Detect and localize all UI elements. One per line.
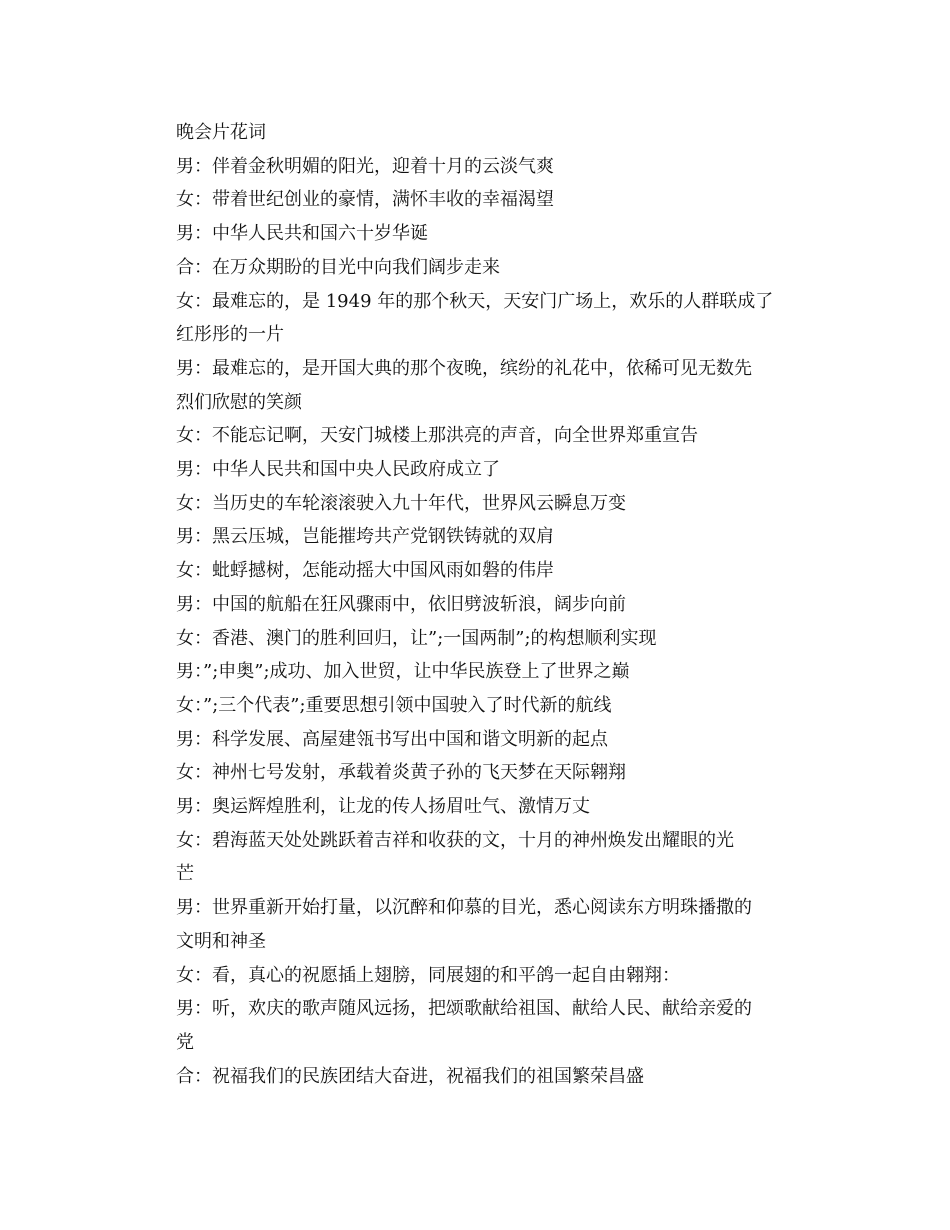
- text-line: 男：听，欢庆的歌声随风远扬，把颂歌献给祖国、献给人民、献给亲爱的: [176, 998, 752, 1020]
- document-body: [176, 116, 786, 1093]
- document-title: 晚会片花词: [176, 122, 266, 143]
- text-line: 男：中国的航船在狂风骤雨中，依旧劈波斩浪，阔步向前: [176, 593, 626, 615]
- text-line: 男：中华人民共和国六十岁华诞: [176, 223, 428, 245]
- text-line: 女：神州七号发射，承载着炎黄子孙的飞天梦在天际翱翔: [176, 762, 626, 784]
- text-line: 女：碧海蓝天处处跳跃着吉祥和收获的文，十月的神州焕发出耀眼的光: [176, 829, 734, 851]
- text-line: 男：最难忘的，是开国大典的那个夜晚，缤纷的礼花中，依稀可见无数先: [176, 357, 752, 379]
- text-line: 男：世界重新开始打量，以沉醉和仰慕的目光，悉心阅读东方明珠播撒的: [176, 897, 752, 919]
- text-line: 女：看，真心的祝愿插上翅膀，同展翅的和平鸽一起自由翱翔：: [176, 964, 680, 986]
- text-line: 合：在万众期盼的目光中向我们阔步走来: [176, 256, 500, 278]
- text-line: 男：黑云压城，岂能摧垮共产党钢铁铸就的双肩: [176, 526, 554, 548]
- text-line: 合：祝福我们的民族团结大奋进，祝福我们的祖国繁荣昌盛: [176, 1065, 644, 1087]
- text-line: 女：不能忘记啊，天安门城楼上那洪亮的声音，向全世界郑重宣告: [176, 425, 698, 447]
- text-line: 男：科学发展、高屋建瓴书写出中国和谐文明新的起点: [176, 728, 608, 750]
- text-line: 男：奥运辉煌胜利，让龙的传人扬眉吐气、激情万丈: [176, 796, 590, 818]
- text-line: 男：”;申奥”;成功、加入世贸，让中华民族登上了世界之巅: [176, 661, 630, 683]
- text-line: 女：”;三个代表”;重要思想引领中国驶入了时代新的航线: [176, 694, 612, 716]
- text-line: 男：中华人民共和国中央人民政府成立了: [176, 459, 500, 481]
- text-line: 党: [176, 1031, 194, 1053]
- text-line: 红彤彤的一片: [176, 324, 284, 346]
- text-line: 文明和神圣: [176, 930, 266, 952]
- text-line: 烈们欣慰的笑颜: [176, 391, 302, 413]
- text-line: 芒: [176, 863, 194, 885]
- text-line: 男：伴着金秋明媚的阳光，迎着十月的云淡气爽: [176, 155, 554, 177]
- text-line: 女：香港、澳门的胜利回归，让”;一国两制”;的构想顺利实现: [176, 627, 657, 649]
- text-line: 女：蚍蜉撼树，怎能动摇大中国风雨如磐的伟岸: [176, 560, 554, 582]
- text-line: 女：带着世纪创业的豪情，满怀丰收的幸福渴望: [176, 189, 554, 211]
- text-line: 女：当历史的车轮滚滚驶入九十年代，世界风云瞬息万变: [176, 492, 626, 514]
- text-line: 女：最难忘的，是 1949 年的那个秋天，天安门广场上，欢乐的人群联成了: [176, 290, 774, 312]
